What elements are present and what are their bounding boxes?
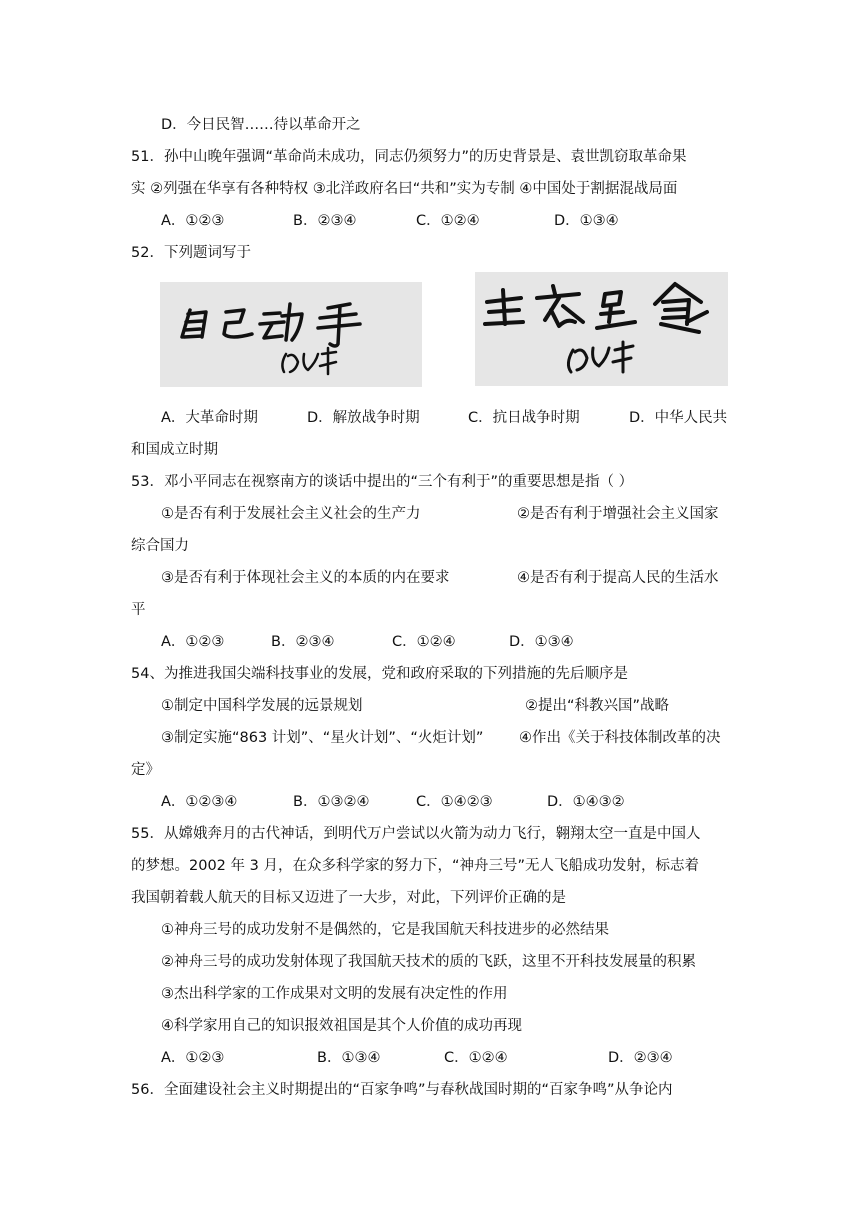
q51-option-a: A．①②③ bbox=[161, 213, 225, 229]
q51-option-c: C．①②④ bbox=[416, 213, 480, 229]
q54-item-4-continued: 定》 bbox=[131, 762, 160, 778]
q53-option-c: C．①②④ bbox=[392, 634, 456, 650]
q53-option-a: A．①②③ bbox=[161, 634, 225, 650]
q51-option-d: D．①③④ bbox=[554, 213, 619, 229]
q54-option-b: B．①③②④ bbox=[293, 794, 370, 810]
q54-item-4: ④作出《关于科技体制改革的决 bbox=[519, 730, 721, 746]
q55-item-4: ④科学家用自己的知识报效祖国是其个人价值的成功再现 bbox=[161, 1018, 522, 1034]
q53-option-b: B．②③④ bbox=[271, 634, 335, 650]
q53-item-1: ①是否有利于发展社会主义社会的生产力 bbox=[161, 506, 421, 522]
q52-option-a: A．大革命时期 bbox=[161, 410, 258, 426]
q52-option-c: C．抗日战争时期 bbox=[468, 410, 580, 426]
q56-stem: 56．全面建设社会主义时期提出的“百家争鸣”与春秋战国时期的“百家争鸣”从争论内 bbox=[131, 1082, 673, 1098]
q54-item-3: ③制定实施“863 计划”、“星火计划”、“火炬计划” bbox=[161, 730, 484, 746]
q53-stem: 53．邓小平同志在视察南方的谈话中提出的“三个有利于”的重要思想是指（ ） bbox=[131, 474, 634, 490]
q55-option-b: B．①③④ bbox=[317, 1050, 381, 1066]
q55-stem-line3: 我国朝着载人航天的目标又迈进了一大步，对此，下列评价正确的是 bbox=[131, 890, 566, 906]
q55-option-a: A．①②③ bbox=[161, 1050, 225, 1066]
q54-item-1: ①制定中国科学发展的远景规划 bbox=[161, 698, 363, 714]
q55-option-d: D．②③④ bbox=[608, 1050, 673, 1066]
q53-item-4-continued: 平 bbox=[131, 602, 146, 618]
q52-option-d: D．中华人民共 bbox=[629, 410, 728, 426]
q54-option-c: C．①④②③ bbox=[416, 794, 493, 810]
q51-option-b: B．②③④ bbox=[293, 213, 357, 229]
q52-stem: 52．下列题词写于 bbox=[131, 245, 251, 261]
q54-option-d: D．①④③② bbox=[547, 794, 625, 810]
calligraphy-image-1 bbox=[160, 282, 422, 387]
q55-stem-line1: 55．从嫦娥奔月的古代神话，到明代万户尝试以火箭为动力飞行，翱翔太空一直是中国人 bbox=[131, 826, 701, 842]
q52-option-d-continued: 和国成立时期 bbox=[131, 442, 218, 458]
q55-stem-line2: 的梦想。2002 年 3 月，在众多科学家的努力下，“神舟三号”无人飞船成功发射，标志着 bbox=[131, 858, 699, 874]
q51-stem-line1: 51．孙中山晚年强调“革命尚未成功，同志仍须努力”的历史背景是、袁世凯窃取革命果 bbox=[131, 149, 687, 165]
q54-option-a: A．①②③④ bbox=[161, 794, 238, 810]
q53-option-d: D．①③④ bbox=[509, 634, 574, 650]
q53-item-4: ④是否有利于提高人民的生活水 bbox=[517, 570, 719, 586]
q55-option-c: C．①②④ bbox=[444, 1050, 508, 1066]
q55-item-3: ③杰出科学家的工作成果对文明的发展有决定性的作用 bbox=[161, 986, 508, 1002]
q53-item-2-continued: 综合国力 bbox=[131, 538, 189, 554]
calligraphy-ample-food-clothing bbox=[475, 272, 728, 386]
calligraphy-image-2 bbox=[475, 272, 728, 386]
q53-item-3: ③是否有利于体现社会主义的本质的内在要求 bbox=[161, 570, 450, 586]
q51-stem-line2: 实 ②列强在华享有各种特权 ③北洋政府名曰“共和”实为专制 ④中国处于割据混战局面 bbox=[131, 181, 678, 197]
q55-item-2: ②神舟三号的成功发射体现了我国航天技术的质的飞跃，这里不开科技发展量的积累 bbox=[161, 954, 696, 970]
q50-option-d: D．今日民智……待以革命开之 bbox=[161, 117, 361, 133]
q54-item-2: ②提出“科教兴国”战略 bbox=[525, 698, 670, 714]
q53-item-2: ②是否有利于增强社会主义国家 bbox=[517, 506, 719, 522]
calligraphy-self-reliance bbox=[160, 282, 422, 387]
q55-item-1: ①神舟三号的成功发射不是偶然的，它是我国航天科技进步的必然结果 bbox=[161, 922, 609, 938]
q52-option-b: D．解放战争时期 bbox=[307, 410, 420, 426]
q54-stem: 54、为推进我国尖端科技事业的发展，党和政府采取的下列措施的先后顺序是 bbox=[131, 666, 628, 682]
